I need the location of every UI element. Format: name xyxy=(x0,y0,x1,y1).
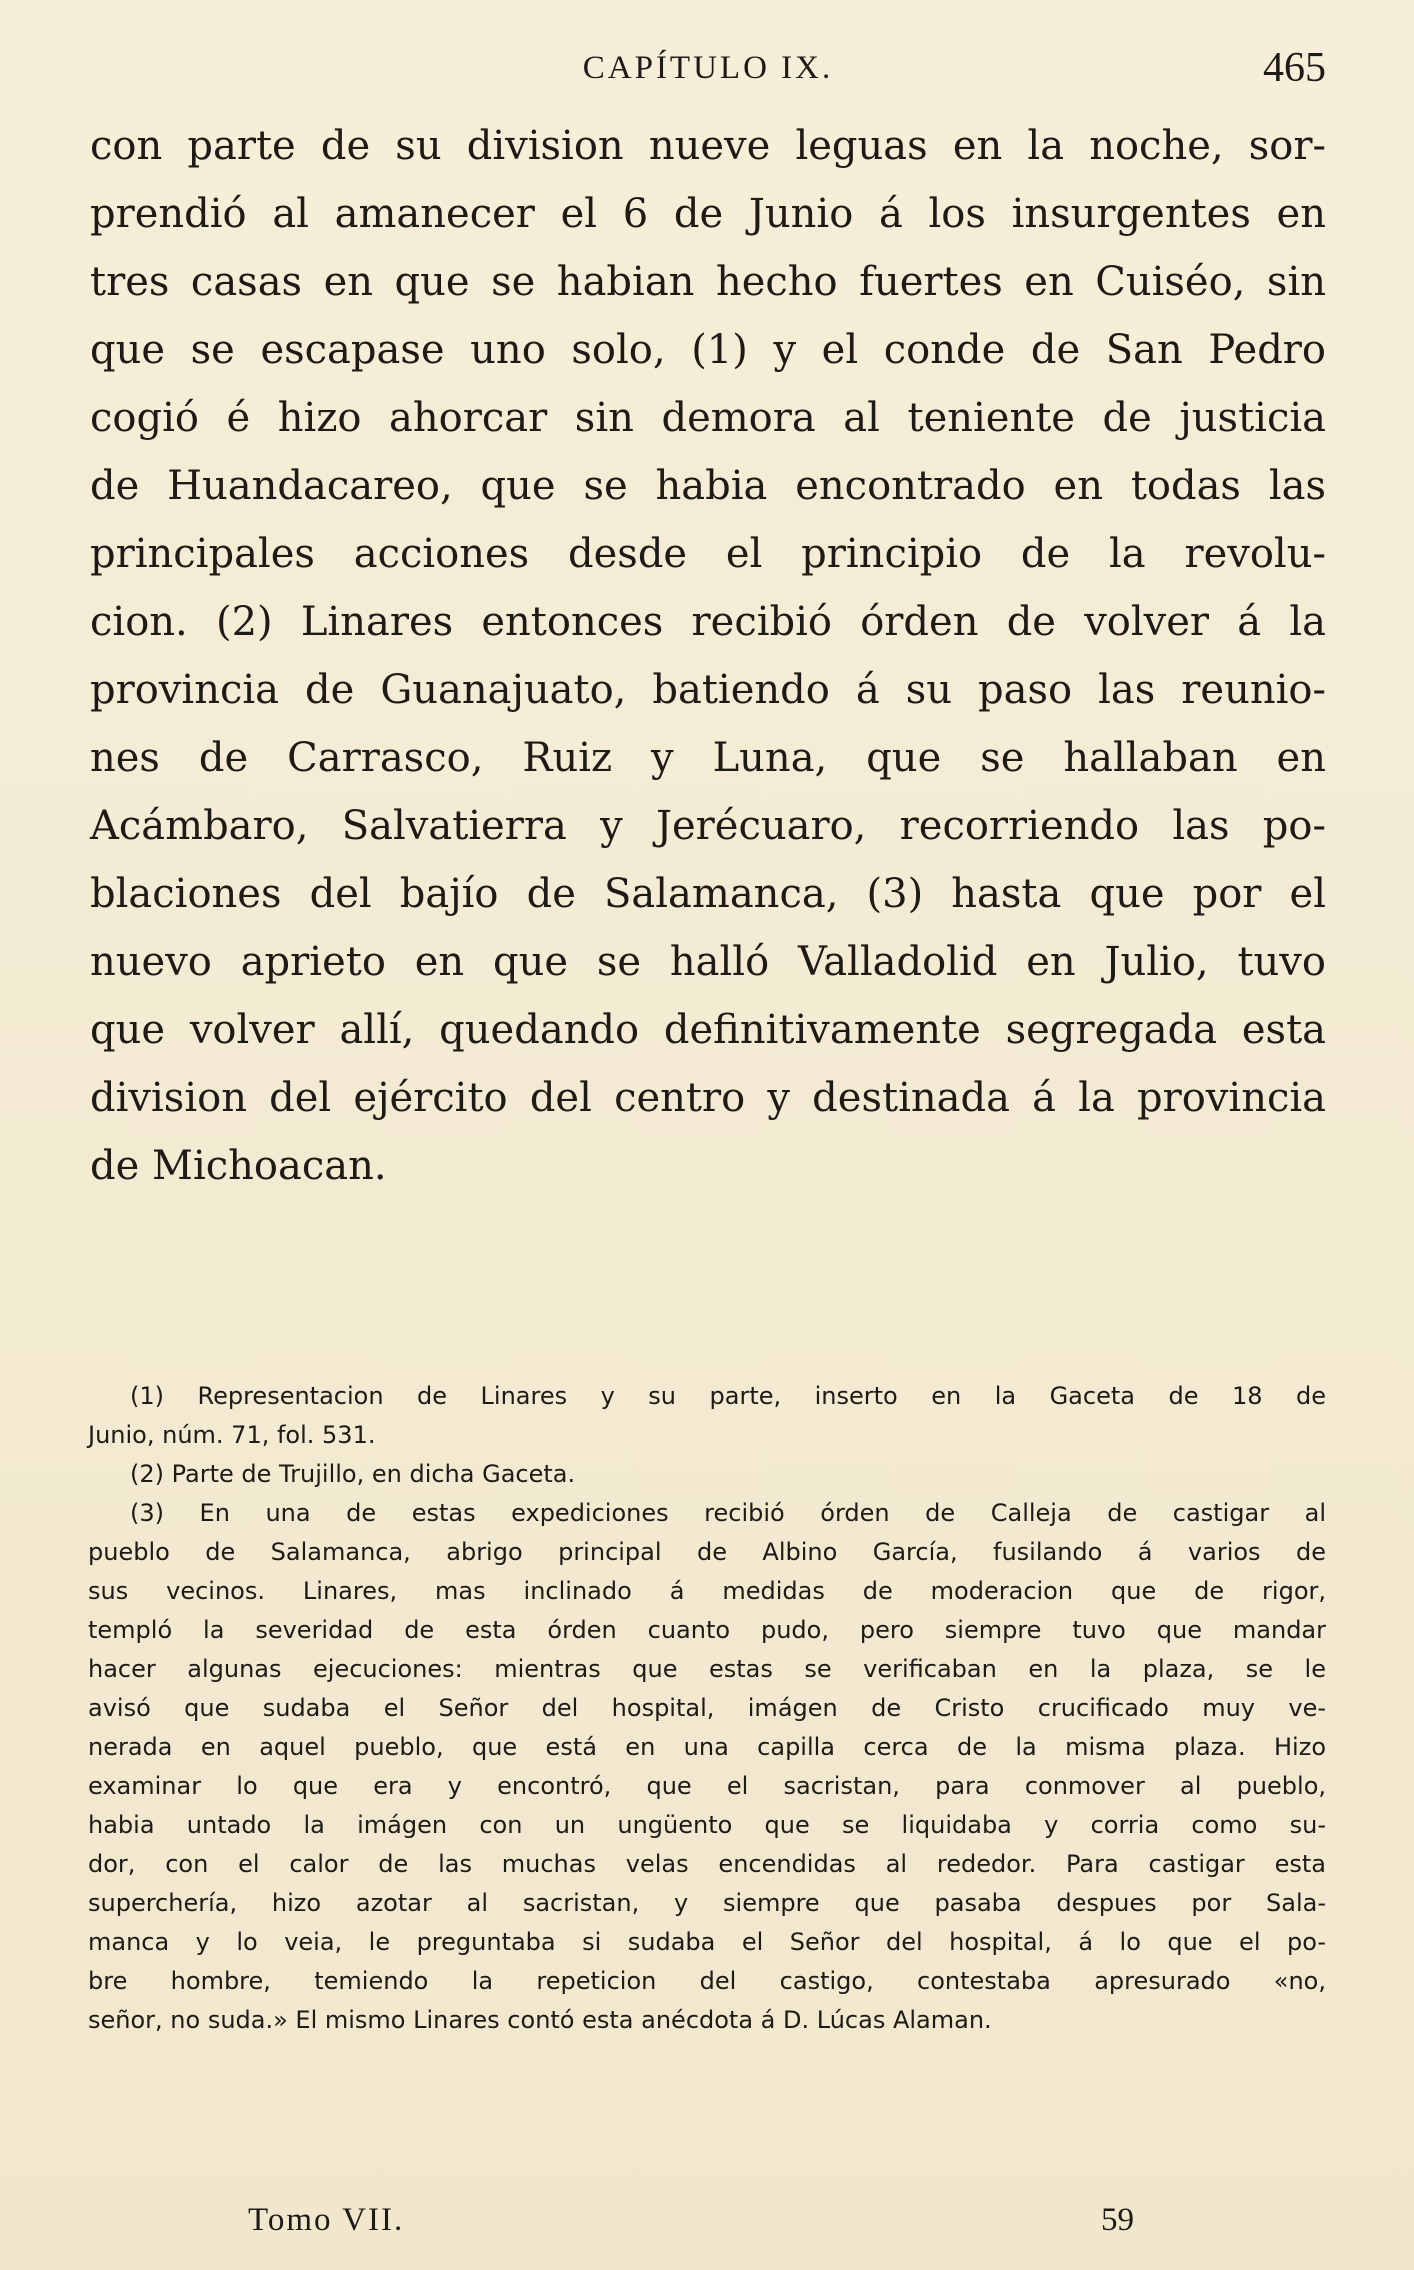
text-line: con parte de su division nueve leguas en la noche, sor- xyxy=(90,123,1326,169)
text-line: principales acciones desde el principio de la revolu- xyxy=(90,531,1326,577)
footnote-line: nerada en aquel pueblo, que está en una capilla cerca de la misma plaza. Hizo xyxy=(88,1733,1326,1761)
text-line: que volver allí, quedando definitivamente segregada esta xyxy=(90,1007,1326,1053)
text-line: provincia de Guanajuato, batiendo á su paso las reunio- xyxy=(90,667,1326,713)
footnote-line: superchería, hizo azotar al sacristan, y siempre que pasaba despues por Sala- xyxy=(88,1889,1326,1917)
text-line: blaciones del bajío de Salamanca, (3) hasta que por el xyxy=(90,871,1326,917)
footnote-line: hacer algunas ejecuciones: mientras que estas se verificaban en la plaza, se le xyxy=(88,1655,1326,1683)
footnote-1-start: (1) Representacion de Linares y su parte, inserto en la Gaceta de 18 de xyxy=(130,1382,1326,1410)
footnote-line: dor, con el calor de las muchas velas encendidas al rededor. Para castigar esta xyxy=(88,1850,1326,1878)
text-line: de Michoacan. xyxy=(90,1143,387,1189)
running-title: CAPÍTULO IX. xyxy=(582,50,834,86)
page-footer xyxy=(248,2202,1134,2252)
signature-mark: 59 xyxy=(1101,2202,1134,2238)
footnote-3-start: (3) En una de estas expediciones recibió órden de Calleja de castigar al xyxy=(130,1499,1326,1527)
footnote-line: habia untado la imágen con un ungüento que se liquidaba y corria como su- xyxy=(88,1811,1326,1839)
footnote-line: pueblo de Salamanca, abrigo principal de Albino García, fusilando á varios de xyxy=(88,1538,1326,1566)
text-line: cogió é hizo ahorcar sin demora al teniente de justicia xyxy=(90,395,1326,441)
text-line: tres casas en que se habian hecho fuertes en Cuiséo, sin xyxy=(90,259,1326,305)
footnote-line: Junio, núm. 71, fol. 531. xyxy=(88,1421,376,1449)
text-line: que se escapase uno solo, (1) y el conde de San Pedro xyxy=(90,327,1326,373)
text-line: prendió al amanecer el 6 de Junio á los insurgentes en xyxy=(90,191,1326,237)
footnote-line: bre hombre, temiendo la repeticion del castigo, contestaba apresurado «no, xyxy=(88,1967,1326,1995)
footnote-line: avisó que sudaba el Señor del hospital, imágen de Cristo crucificado muy ve- xyxy=(88,1694,1326,1722)
footnote-line: manca y lo veia, le preguntaba si sudaba el Señor del hospital, á lo que el po- xyxy=(88,1928,1326,1956)
text-line: cion. (2) Linares entonces recibió órden de volver á la xyxy=(90,599,1326,645)
text-line: Acámbaro, Salvatierra y Jerécuaro, recorriendo las po- xyxy=(90,803,1326,849)
footnote-line: examinar lo que era y encontró, que el sacristan, para conmover al pueblo, xyxy=(88,1772,1326,1800)
text-line: nuevo aprieto en que se halló Valladolid en Julio, tuvo xyxy=(90,939,1326,985)
text-line: de Huandacareo, que se habia encontrado en todas las xyxy=(90,463,1326,509)
text-line: nes de Carrasco, Ruiz y Luna, que se hallaban en xyxy=(90,735,1326,781)
footnotes xyxy=(88,1377,1326,2040)
main-text xyxy=(90,112,1326,1200)
page-header xyxy=(90,45,1326,108)
footnote-line: sus vecinos. Linares, mas inclinado á medidas de moderacion que de rigor, xyxy=(88,1577,1326,1605)
page-number: 465 xyxy=(1263,45,1326,91)
footnote-line: templó la severidad de esta órden cuanto pudo, pero siempre tuvo que mandar xyxy=(88,1616,1326,1644)
volume-label: Tomo VII. xyxy=(248,2202,405,2238)
footnote-line: señor, no suda.» El mismo Linares contó esta anécdota á D. Lúcas Alaman. xyxy=(88,2006,992,2034)
footnote-2: (2) Parte de Trujillo, en dicha Gaceta. xyxy=(130,1460,576,1488)
text-line: division del ejército del centro y destinada á la provincia xyxy=(90,1075,1326,1121)
